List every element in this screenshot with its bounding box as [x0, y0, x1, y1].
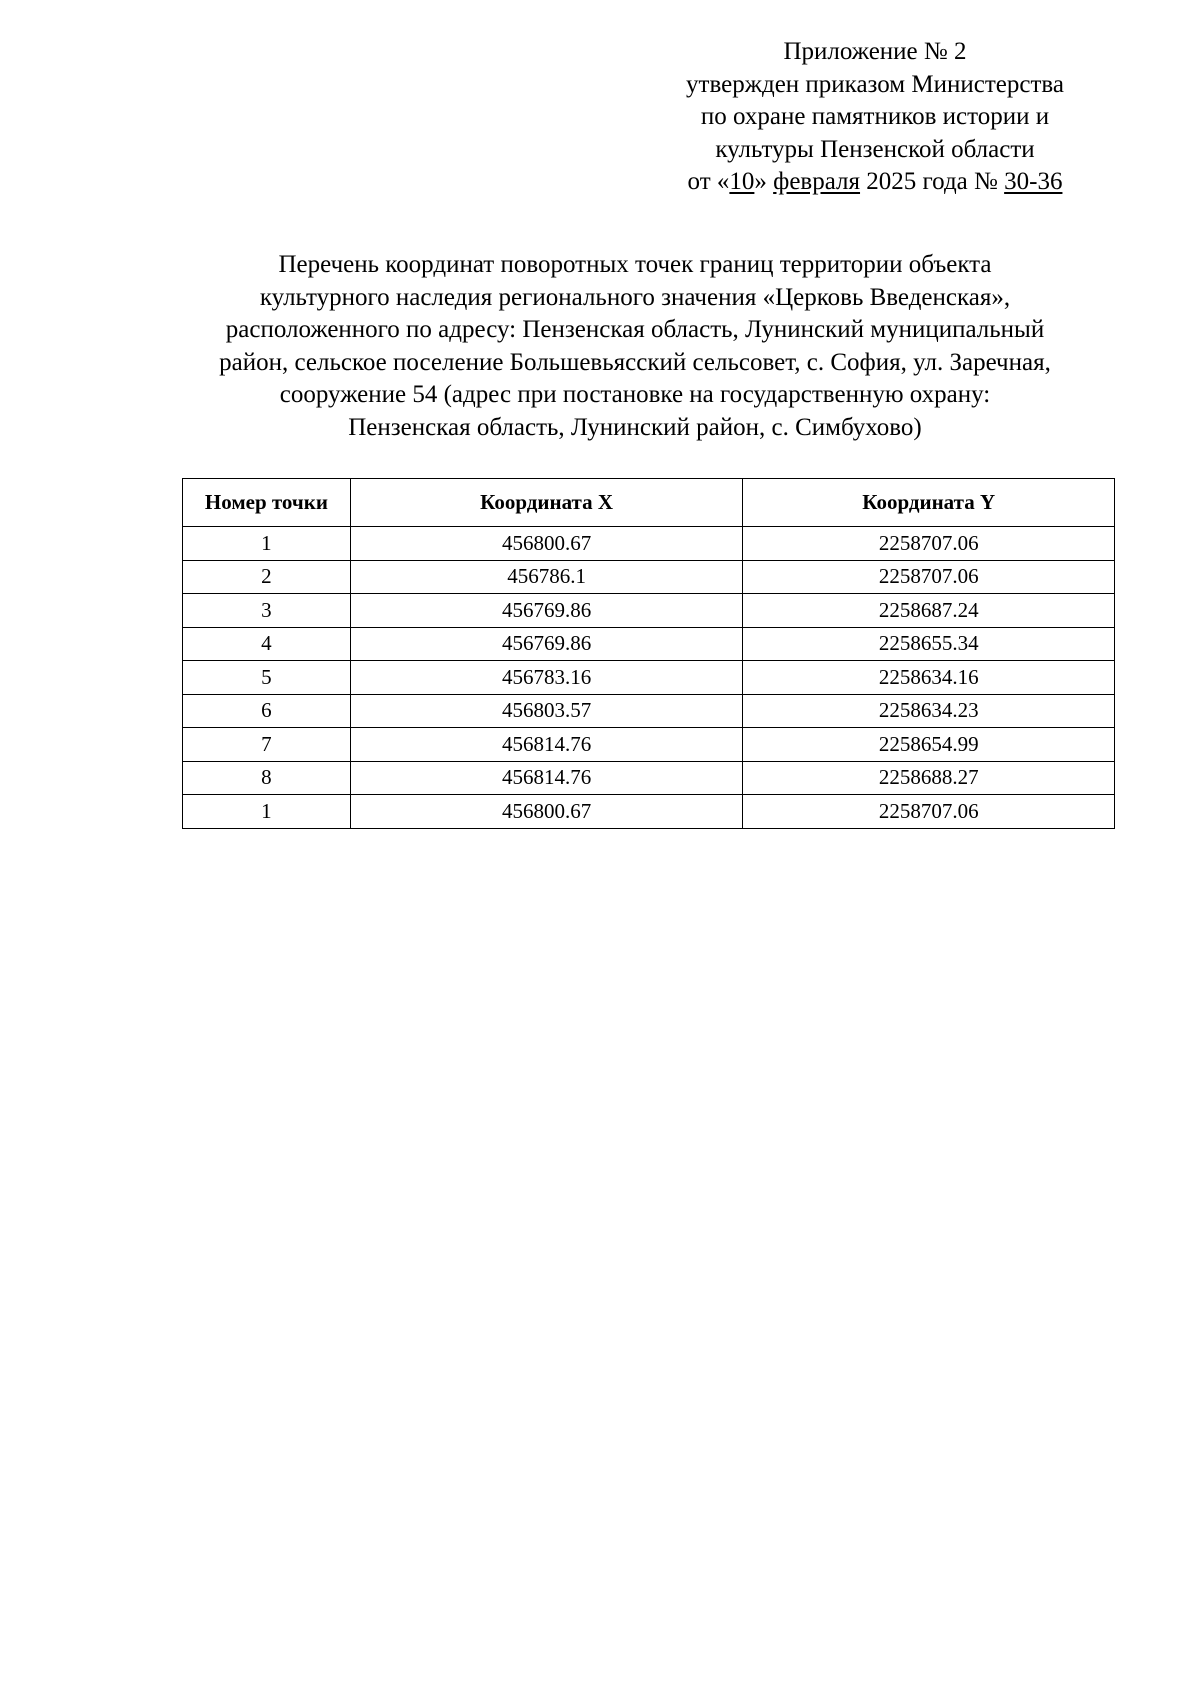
cell-coordinate-x: 456786.1	[350, 560, 743, 594]
table-row	[183, 728, 1115, 762]
table-row	[183, 560, 1115, 594]
table-row	[183, 527, 1115, 561]
header-point-number: Номер точки	[183, 479, 351, 527]
document-title	[150, 249, 1120, 444]
cell-coordinate-y: 2258634.23	[743, 694, 1115, 728]
cell-coordinate-x: 456769.86	[350, 594, 743, 628]
cell-coordinate-x: 456769.86	[350, 627, 743, 661]
cell-point-number: 5	[183, 661, 351, 695]
order-month: февраля	[773, 168, 861, 195]
coordinates-table	[182, 478, 1115, 829]
region-line: культуры Пензенской области	[715, 135, 1035, 163]
date-prefix: от «	[687, 168, 730, 195]
table-row	[183, 661, 1115, 695]
title-line: сооружение 54 (адрес при постановке на государственную охрану:	[279, 381, 991, 408]
cell-point-number: 7	[183, 728, 351, 762]
cell-point-number: 6	[183, 694, 351, 728]
cell-coordinate-y: 2258707.06	[743, 560, 1115, 594]
header-coordinate-x: Координата X	[350, 479, 743, 527]
cell-coordinate-y: 2258634.16	[743, 661, 1115, 695]
cell-coordinate-x: 456783.16	[350, 661, 743, 695]
cell-coordinate-y: 2258655.34	[743, 627, 1115, 661]
date-mid-2: 2025 года №	[860, 168, 1005, 195]
table-row	[183, 627, 1115, 661]
cell-point-number: 2	[183, 560, 351, 594]
title-line: культурного наследия регионального значения «Церковь Введенская»,	[259, 283, 1011, 311]
cell-point-number: 1	[183, 795, 351, 829]
title-line: Пензенская область, Лунинский район, с. Симбухово)	[348, 413, 922, 441]
order-day: 10	[729, 168, 755, 195]
cell-coordinate-x: 456800.67	[350, 795, 743, 829]
attachment-header	[660, 36, 1090, 199]
table-header-row	[183, 479, 1115, 527]
date-mid-1: »	[754, 168, 774, 195]
cell-coordinate-x: 456800.67	[350, 527, 743, 561]
title-line: район, сельское поселение Большевьясский сельсовет, с. София, ул. Заречная,	[219, 348, 1051, 376]
cell-point-number: 4	[183, 627, 351, 661]
cell-coordinate-y: 2258687.24	[743, 594, 1115, 628]
cell-coordinate-x: 456814.76	[350, 728, 743, 762]
cell-coordinate-y: 2258707.06	[743, 527, 1115, 561]
approval-line: утвержден приказом Министерства	[686, 70, 1064, 98]
cell-coordinate-x: 456803.57	[350, 694, 743, 728]
header-coordinate-y: Координата Y	[743, 479, 1115, 527]
title-line: Перечень координат поворотных точек границ территории объекта	[278, 251, 992, 278]
table-row	[183, 694, 1115, 728]
cell-point-number: 1	[183, 527, 351, 561]
title-line: расположенного по адресу: Пензенская область, Лунинский муниципальный	[225, 316, 1045, 343]
table-row	[183, 795, 1115, 829]
attachment-number: Приложение № 2	[783, 38, 967, 65]
order-date-line	[660, 166, 1090, 199]
cell-point-number: 8	[183, 761, 351, 795]
cell-coordinate-x: 456814.76	[350, 761, 743, 795]
cell-coordinate-y: 2258707.06	[743, 795, 1115, 829]
ministry-line: по охране памятников истории и	[700, 103, 1050, 130]
order-number: 30-36	[1004, 168, 1063, 195]
cell-coordinate-y: 2258688.27	[743, 761, 1115, 795]
cell-coordinate-y: 2258654.99	[743, 728, 1115, 762]
cell-point-number: 3	[183, 594, 351, 628]
table-row	[183, 594, 1115, 628]
table-row	[183, 761, 1115, 795]
